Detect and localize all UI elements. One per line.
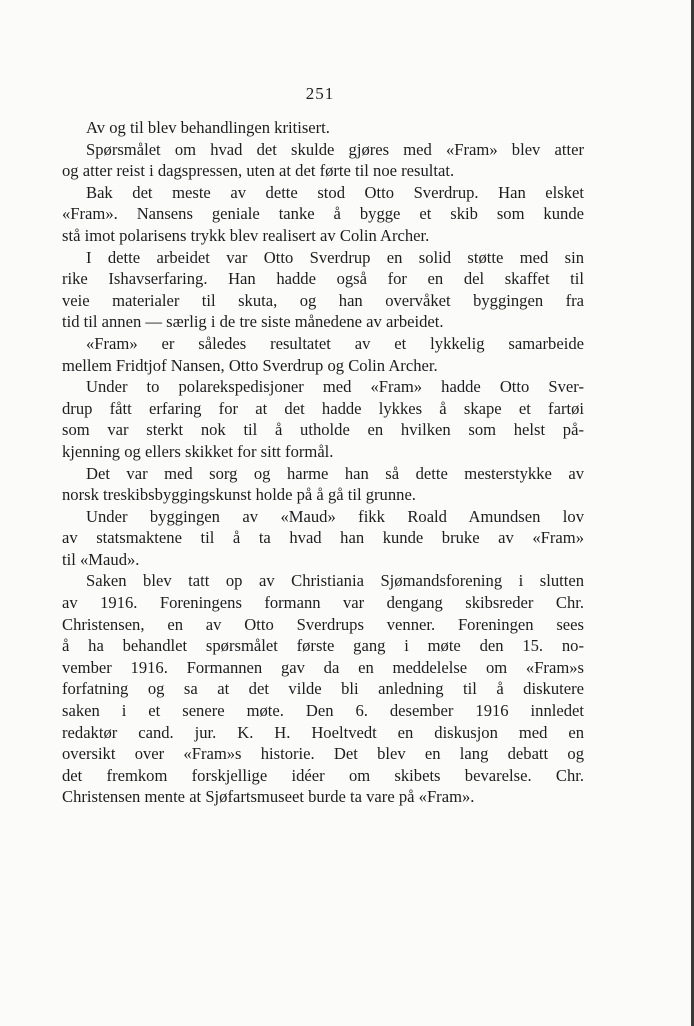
page-number: 251 — [305, 84, 335, 103]
text-line: norsk treskibsbyggingskunst holde på å gå til grunne. — [62, 485, 416, 505]
text-line: saken i et senere møte. Den 6. desember 1916 innledet — [62, 701, 584, 721]
text-line: kjenning og ellers skikket for sitt formål. — [62, 441, 334, 461]
text-line: oversikt over «Fram»s historie. Det blev en lang debatt og — [62, 744, 584, 764]
text-line: Christensen, en av Otto Sverdrups venner. Foreningen sees — [62, 614, 584, 634]
text-line: Saken blev tatt op av Christiania Sjømandsforening i slutten — [86, 571, 584, 591]
text-line: av statsmaktene til å ta hvad han kunde bruke av «Fram» — [62, 528, 584, 548]
text-line: Christensen mente at Sjøfartsmuseet burde ta vare på «Fram». — [62, 787, 475, 807]
text-line: Under byggingen av «Maud» fikk Roald Amundsen lov — [86, 506, 584, 526]
text-line: tid til annen — særlig i de tre siste månedene av arbeidet. — [62, 312, 444, 332]
text-line: Bak det meste av dette stod Otto Sverdrup. Han elsket — [86, 182, 584, 202]
text-line: og atter reist i dagspressen, uten at det førte til noe resultat. — [62, 161, 455, 181]
text-line: veie materialer til skuta, og han overvåket byggingen fra — [62, 290, 584, 310]
body-text — [62, 117, 584, 808]
text-line: redaktør cand. jur. K. H. Hoeltvedt en diskusjon med en — [62, 722, 584, 742]
text-line: stå imot polarisens trykk blev realisert av Colin Archer. — [62, 225, 430, 245]
text-line: Under to polarekspedisjoner med «Fram» hadde Otto Sver- — [86, 377, 584, 397]
text-line: Spørsmålet om hvad det skulde gjøres med «Fram» blev atter — [86, 139, 584, 159]
text-line: å ha behandlet spørsmålet første gang i møte den 15. no- — [62, 636, 584, 656]
text-line: «Fram» er således resultatet av et lykkelig samarbeide — [86, 333, 584, 353]
text-line: Av og til blev behandlingen kritisert. — [86, 118, 330, 137]
text-line: «Fram». Nansens geniale tanke å bygge et skib som kunde — [62, 204, 584, 224]
text-line: drup fått erfaring for at det hadde lykkes å skape et fartøi — [62, 398, 584, 418]
text-line: forfatning og sa at det vilde bli anledning til å diskutere — [62, 679, 584, 699]
text-line: det fremkom forskjellige idéer om skibets bevarelse. Chr. — [62, 765, 584, 785]
text-line: I dette arbeidet var Otto Sverdrup en solid støtte med sin — [86, 247, 584, 267]
text-line: rike Ishavserfaring. Han hadde også for en del skaffet til — [62, 269, 584, 289]
text-line: mellem Fridtjof Nansen, Otto Sverdrup og Colin Archer. — [62, 355, 438, 375]
text-line: som var sterkt nok til å utholde en hvilken som helst på- — [62, 420, 584, 440]
text-line: av 1916. Foreningens formann var dengang skibsreder Chr. — [62, 593, 584, 613]
text-line: til «Maud». — [62, 549, 140, 569]
text-line: vember 1916. Formannen gav da en meddelelse om «Fram»s — [62, 657, 584, 677]
text-line: Det var med sorg og harme han så dette mesterstykke av — [86, 463, 584, 483]
